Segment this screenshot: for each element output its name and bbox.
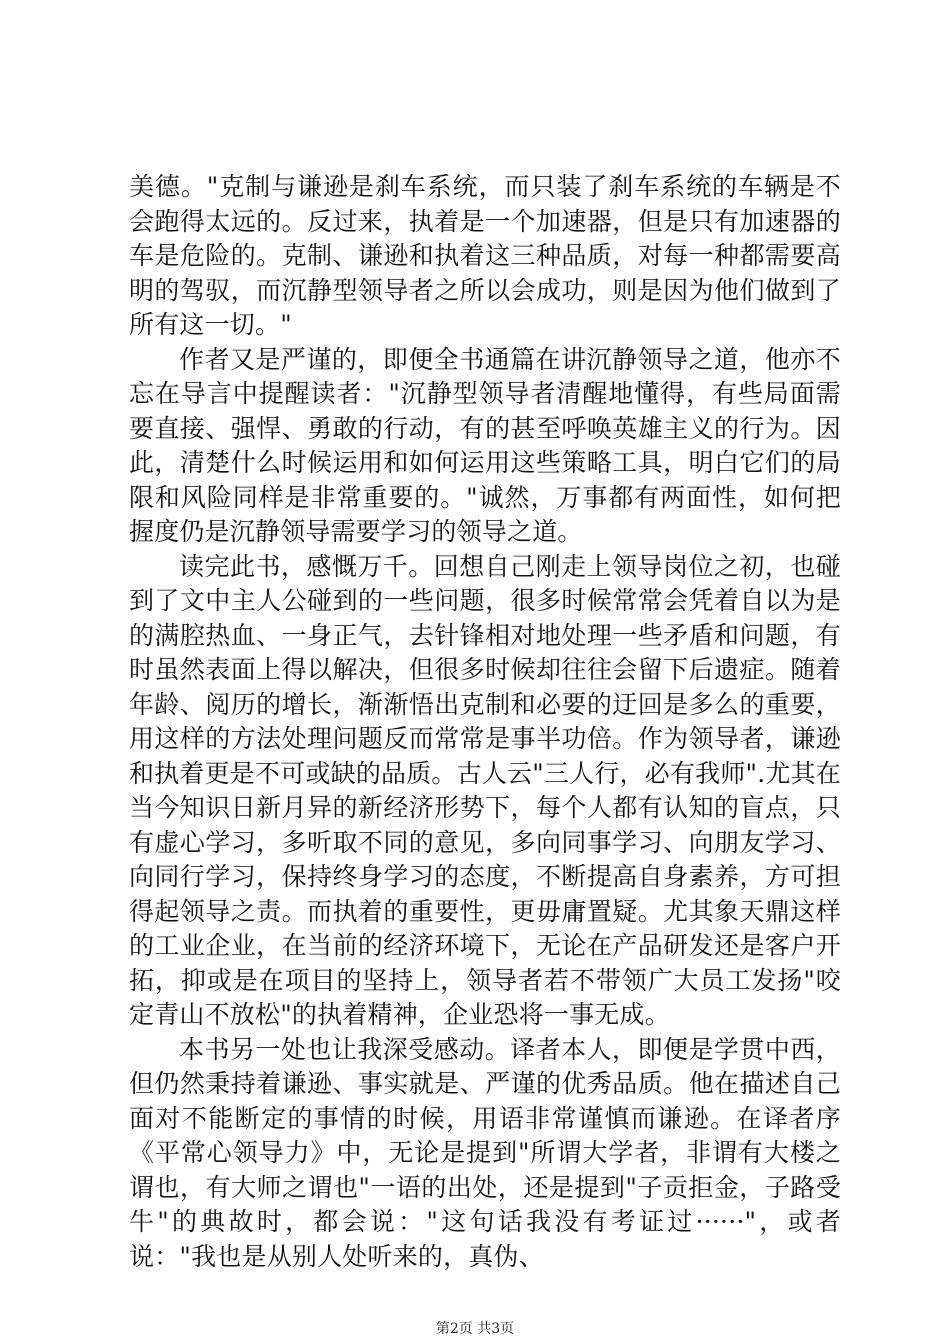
document-body (129, 170, 841, 1274)
page-number-footer: 第2页 共3页 (435, 1321, 515, 1337)
paragraph-3: 读完此书，感慨万千。回想自己刚走上领导岗位之初，也碰到了文中主人公碰到的一些问题，很多时候常常会凭着自以为是的满腔热血、一身正气，去针锋相对地处理一些矛盾和问题，有时虽然表面上得以解决，但很多时候却往往会留下后遗症。随着年龄、阅历的增长，渐渐悟出克制和必要的迂回是多么的重要，用这样的方法处理问题反而常常是事半功倍。作为领导者，谦逊和执着更是不可或缺的品质。古人云"三人行，必有我师".尤其在当今知识日新月异的新经济形势下，每个人都有认知的盲点，只有虚心学习，多听取不同的意见，多向同事学习、向朋友学习、向同行学习，保持终身学习的态度，不断提高自身素养，方可担得起领导之责。而执着的重要性，更毋庸置疑。尤其象天鼎这样的工业企业，在当前的经济环境下，无论在产品研发还是客户开拓，抑或是在项目的坚持上，领导者若不带领广大员工发扬"咬定青山不放松"的执着精神，企业恐将一事无成。 (129, 551, 841, 1029)
paragraph-2: 作者又是严谨的，即便全书通篇在讲沉静领导之道，他亦不忘在导言中提醒读者："沉静型领导者清醒地懂得，有些局面需要直接、强悍、勇敢的行动，有的甚至呼唤英雄主义的行为。因此，清楚什么时候运用和如何运用这些策略工具，明白它们的局限和风险同样是非常重要的。"诚然，万事都有两面性，如何把握度仍是沉静领导需要学习的领导之道。 (129, 344, 841, 546)
paragraph-1: 美德。"克制与谦逊是刹车系统，而只装了刹车系统的车辆是不会跑得太远的。反过来，执着是一个加速器，但是只有加速器的车是危险的。克制、谦逊和执着这三种品质，对每一种都需要高明的驾驭，而沉静型领导者之所以会成功，则是因为他们做到了所有这一切。" (129, 172, 841, 339)
paragraph-4: 本书另一处也让我深受感动。译者本人，即便是学贯中西，但仍然秉持着谦逊、事实就是、严谨的优秀品质。他在描述自己面对不能断定的事情的时候，用语非常谨慎而谦逊。在译者序《平常心领导力》中，无论是提到"所谓大学者，非谓有大楼之谓也，有大师之谓也"一语的出处，还是提到"子贡拒金，子路受牛"的典故时，都会说："这句话我没有考证过······"，或者说："我也是从别人处听来的，真伪、 (129, 1034, 841, 1271)
